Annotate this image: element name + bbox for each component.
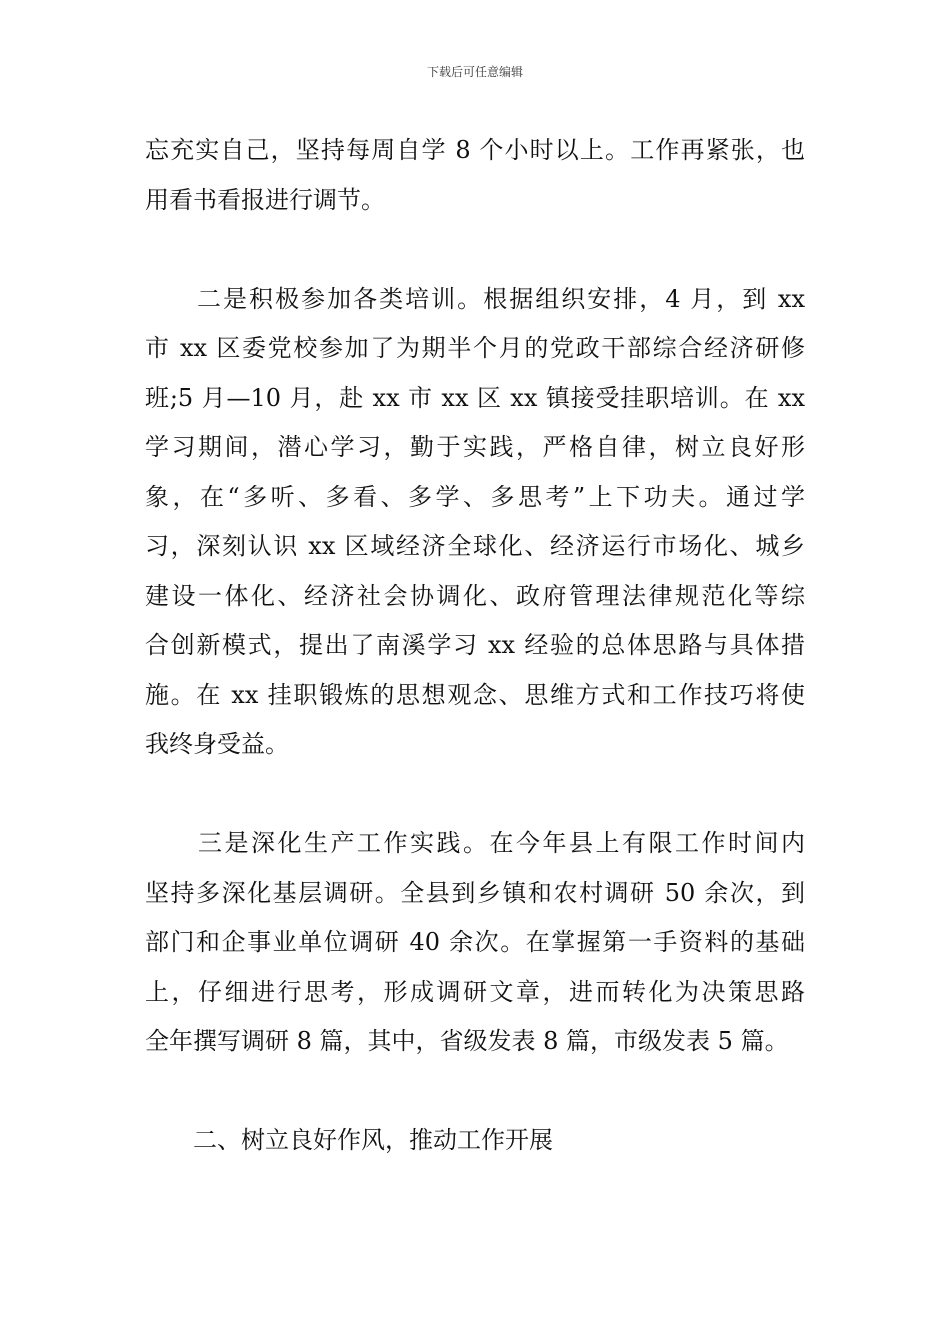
text-line: 忘充实自己，坚持每周自学 8 个小时以上。工作再紧张，也 <box>145 136 805 164</box>
text-line: 二、树立良好作风，推动工作开展 <box>145 1126 553 1154</box>
paragraph-gap <box>145 1067 805 1117</box>
text-line: 施。在 xx 挂职锻炼的思想观念、思维方式和工作技巧将使 <box>145 680 805 709</box>
text-line: 班;5 月—10 月，赴 xx 市 xx 区 xx 镇接受挂职培训。在 xx <box>145 383 805 412</box>
paragraph-training <box>145 275 805 770</box>
text-line: 用看书看报进行调节。 <box>145 185 385 214</box>
text-line: 部门和企事业单位调研 40 余次。在掌握第一手资料的基础 <box>145 928 805 956</box>
text-line: 学习期间，潜心学习，勤于实践，严格自律，树立良好形 <box>145 433 805 461</box>
text-line: 习，深刻认识 xx 区域经济全球化、经济运行市场化、城乡 <box>145 532 805 560</box>
text-line: 全年撰写调研 8 篇，其中，省级发表 8 篇，市级发表 5 篇。 <box>145 1027 789 1055</box>
page-header: 下载后可任意编辑 <box>426 65 523 79</box>
text-line: 合创新模式，提出了南溪学习 xx 经验的总体思路与具体措 <box>145 631 805 659</box>
paragraph-self-study <box>145 126 805 225</box>
text-line: 象，在“多听、多看、多学、多思考”上下功夫。通过学 <box>145 482 805 511</box>
text-line: 我终身受益。 <box>145 730 289 758</box>
text-line: 二是积极参加各类培训。根据组织安排，4 月，到 xx <box>145 284 805 313</box>
paragraph-gap <box>145 225 805 275</box>
section-heading <box>145 1116 805 1166</box>
text-line: 上，仔细进行思考，形成调研文章，进而转化为决策思路 <box>145 977 805 1006</box>
text-line: 建设一体化、经济社会协调化、政府管理法律规范化等综 <box>145 581 805 610</box>
document-body <box>145 126 805 1166</box>
text-line: 三是深化生产工作实践。在今年县上有限工作时间内 <box>145 829 805 857</box>
paragraph-gap <box>145 770 805 820</box>
paragraph-practice <box>145 819 805 1067</box>
text-line: 坚持多深化基层调研。全县到乡镇和农村调研 50 余次，到 <box>145 878 805 907</box>
text-line: 市 xx 区委党校参加了为期半个月的党政干部综合经济研修 <box>145 334 805 362</box>
